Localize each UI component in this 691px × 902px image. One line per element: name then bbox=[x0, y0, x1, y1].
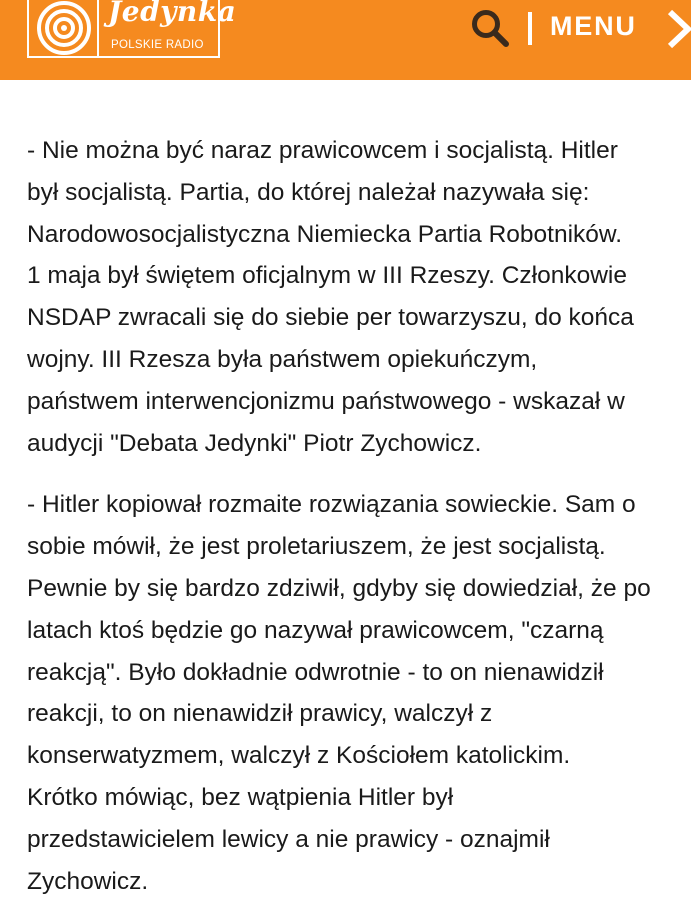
header-separator bbox=[528, 12, 532, 45]
paragraph-line: sobie mówił, że jest proletariuszem, że jest socjalistą. bbox=[27, 533, 606, 561]
paragraph-line: NSDAP zwracali się do siebie per towarzyszu, do końca bbox=[27, 304, 634, 332]
paragraph-line: - Hitler kopiował rozmaite rozwiązania sowieckie. Sam o bbox=[27, 491, 636, 519]
radio-waves-logo-icon bbox=[35, 0, 93, 56]
logo-subtitle: POLSKIE RADIO bbox=[111, 39, 204, 51]
search-button[interactable] bbox=[470, 8, 510, 48]
paragraph-line: był socjalistą. Partia, do której należał nazywała się: bbox=[27, 178, 590, 206]
logo-name: Jedynka bbox=[108, 0, 237, 28]
next-button[interactable] bbox=[664, 9, 691, 49]
article-paragraph bbox=[27, 484, 691, 902]
paragraph-line: 1 maja był świętem oficjalnym w III Rzeszy. Członkowie bbox=[27, 262, 627, 290]
paragraph-line: reakcji, to on nienawidził prawicy, walczył z bbox=[27, 700, 493, 728]
menu-button[interactable]: MENU bbox=[550, 11, 637, 41]
article-body bbox=[27, 130, 691, 902]
paragraph-line: Krótko mówiąc, bez wątpienia Hitler był bbox=[27, 783, 454, 811]
paragraph-line: konserwatyzmem, walczył z Kościołem katolickim. bbox=[27, 742, 571, 770]
paragraph-line: - Nie można być naraz prawicowcem i socjalistą. Hitler bbox=[27, 137, 618, 164]
paragraph-line: Narodowosocjalistyczna Niemiecka Partia Robotników. bbox=[27, 220, 623, 248]
paragraph-line: Zychowicz. bbox=[27, 867, 149, 895]
paragraph-line: latach ktoś będzie go nazywał prawicowcem, "czarną bbox=[27, 616, 604, 644]
jedynka-logo[interactable] bbox=[27, 0, 237, 58]
paragraph-line: audycji "Debata Jedynki" Piotr Zychowicz. bbox=[27, 429, 482, 457]
paragraph-line: Pewnie by się bardzo zdziwił, gdyby się dowiedział, że po bbox=[27, 574, 651, 602]
article-paragraph bbox=[27, 130, 691, 464]
paragraph-line: przedstawicielem lewicy a nie prawicy - oznajmił bbox=[27, 825, 550, 853]
logo-divider bbox=[97, 0, 99, 56]
site-header bbox=[0, 0, 691, 80]
chevron-right-icon bbox=[664, 9, 691, 49]
search-icon bbox=[470, 8, 510, 48]
paragraph-line: wojny. III Rzesza była państwem opiekuńczym, bbox=[27, 345, 538, 373]
paragraph-line: państwem interwencjonizmu państwowego - wskazał w bbox=[27, 387, 625, 415]
paragraph-line: reakcją". Było dokładnie odwrotnie - to on nienawidził bbox=[27, 658, 604, 686]
